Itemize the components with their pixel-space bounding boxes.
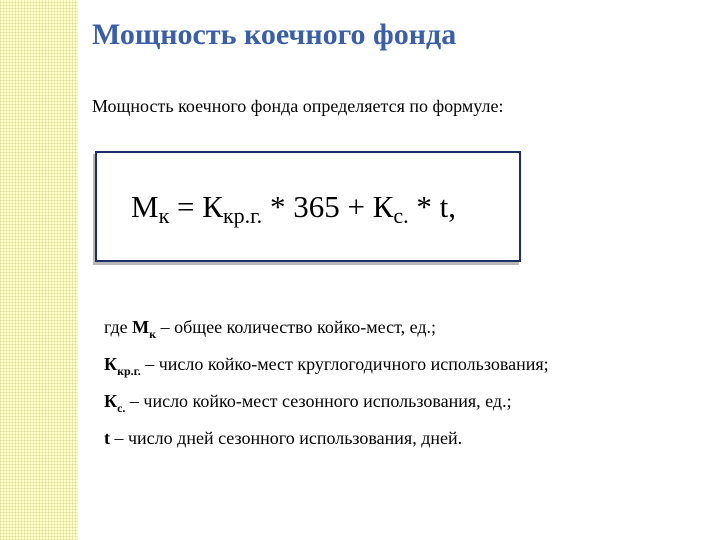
- definition-subscript: кр.г.: [117, 364, 141, 378]
- definition-symbol: К: [104, 354, 118, 374]
- definitions-list: [104, 316, 704, 464]
- intro-text: Мощность коечного фонда определяется по формуле:: [92, 96, 504, 116]
- formula-box: [95, 151, 521, 262]
- formula-tail: * t,: [408, 189, 456, 224]
- definition-subscript: к: [149, 327, 157, 341]
- definition-text: – общее количество койко-мест, ед.;: [156, 317, 437, 337]
- formula-m-symbol: М: [131, 189, 159, 224]
- formula-k2-symbol: К: [372, 189, 394, 224]
- definition-symbol: t: [104, 428, 110, 448]
- definition-text: – число дней сезонного использования, дней.: [110, 428, 463, 448]
- decorative-side-strip: [0, 0, 78, 540]
- definition-symbol: К: [104, 391, 118, 411]
- definition-item: [104, 353, 704, 390]
- formula-k1-symbol: К: [202, 189, 223, 224]
- formula-k2-subscript: с.: [393, 203, 409, 228]
- formula: [131, 189, 456, 228]
- definition-item: [104, 427, 704, 464]
- slide-title: Мощность коечного фонда: [92, 18, 457, 51]
- definition-symbol: М: [132, 317, 150, 337]
- formula-m-subscript: к: [158, 203, 170, 228]
- formula-middle: * 365 +: [262, 189, 373, 224]
- definition-prefix: где: [104, 317, 133, 337]
- formula-equals: =: [169, 189, 203, 224]
- definition-text: – число койко-мест сезонного использования, ед.;: [125, 391, 512, 411]
- definition-item: [104, 316, 704, 353]
- formula-k1-subscript: кр.г.: [222, 203, 263, 228]
- definition-subscript: с.: [117, 401, 126, 415]
- definition-item: [104, 390, 704, 427]
- definition-text: – число койко-мест круглогодичного использования;: [140, 354, 549, 374]
